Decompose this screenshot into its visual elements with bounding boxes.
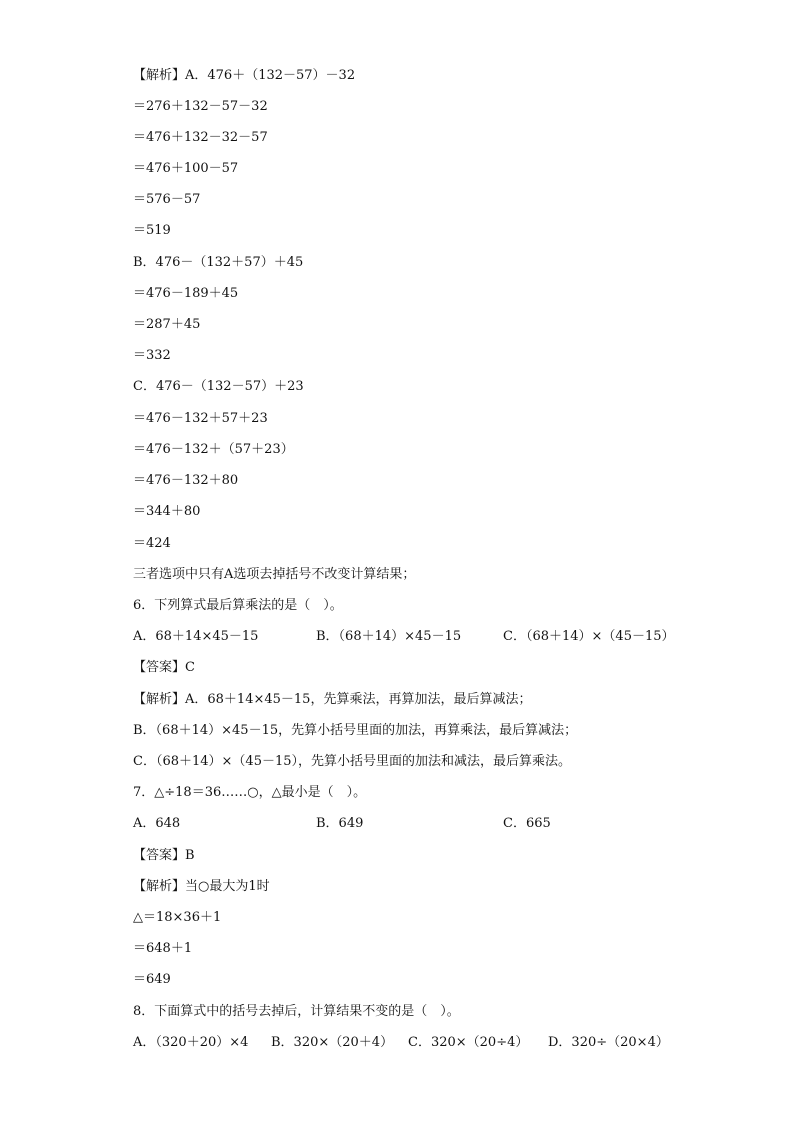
q7-option-c: C．665 [503, 816, 551, 831]
text-line: 【解析】A．476＋（132－57）－32 [133, 68, 356, 83]
q8-option-b: B．320×（20＋4） [271, 1035, 394, 1050]
question-6: 6．下列算式最后算乘法的是（ ）。 [133, 598, 343, 613]
q7-option-a: A．648 [133, 816, 181, 831]
text-line: ＝287＋45 [133, 317, 201, 332]
text-line: 【解析】A．68＋14×45－15，先算乘法，再算加法，最后算减法； [133, 692, 532, 707]
text-line: ＝648＋1 [133, 941, 193, 956]
question-7: 7．△÷18＝36……○，△最小是（ ）。 [133, 785, 367, 800]
text-line: C．476－（132－57）＋23 [133, 379, 304, 394]
text-line: ＝476＋100－57 [133, 161, 239, 176]
text-line: B．476－（132＋57）＋45 [133, 255, 304, 270]
text-line: ＝476－132＋（57＋23） [133, 442, 294, 457]
text-line: ＝332 [133, 348, 171, 363]
text-line: △＝18×36＋1 [133, 910, 222, 925]
q6-option-a: A．68＋14×45－15 [133, 629, 259, 644]
answer-7: 【答案】B [133, 848, 195, 863]
text-line: ＝649 [133, 972, 171, 987]
text-line: C．（68＋14）×（45－15），先算小括号里面的加法和减法，最后算乘法。 [133, 754, 572, 769]
answer-6: 【答案】C [133, 660, 195, 675]
text-line: ＝424 [133, 536, 171, 551]
text-line: ＝476－189＋45 [133, 286, 239, 301]
question-8: 8．下面算式中的括号去掉后，计算结果不变的是（ ）。 [133, 1004, 460, 1019]
q8-option-d: D．320÷（20×4） [548, 1035, 669, 1050]
text-line: B．（68＋14）×45－15，先算小括号里面的加法，再算乘法，最后算减法； [133, 723, 578, 738]
q6-option-c: C．（68＋14）×（45－15） [503, 629, 675, 644]
q6-option-b: B．（68＋14）×45－15 [316, 629, 462, 644]
text-line: ＝519 [133, 223, 171, 238]
q8-option-c: C．320×（20÷4） [408, 1035, 529, 1050]
text-line: 三者选项中只有A选项去掉括号不改变计算结果； [133, 567, 416, 582]
q7-option-b: B．649 [316, 816, 364, 831]
text-line: 【解析】当○最大为1时 [133, 879, 270, 894]
text-line: ＝476＋132－32－57 [133, 130, 268, 145]
text-line: ＝344＋80 [133, 504, 201, 519]
text-line: ＝276＋132－57－32 [133, 99, 268, 114]
q8-option-a: A．（320＋20）×4 [133, 1035, 249, 1050]
text-line: ＝576－57 [133, 192, 201, 207]
text-line: ＝476－132＋57＋23 [133, 411, 268, 426]
text-line: ＝476－132＋80 [133, 473, 239, 488]
